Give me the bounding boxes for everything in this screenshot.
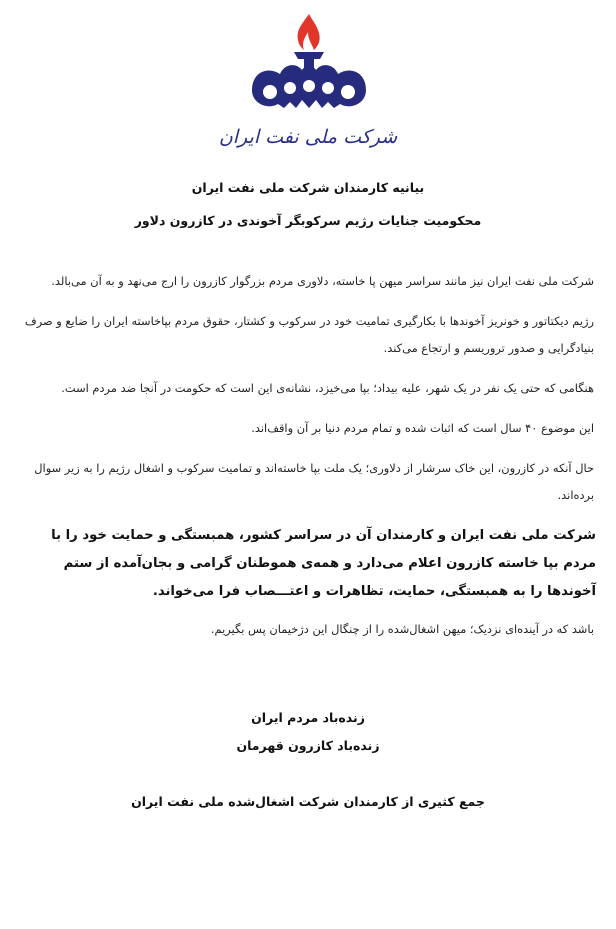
slogan-2: زنده‌باد کازرون قهرمان: [236, 738, 380, 753]
paragraph: شرکت ملی نفت ایران نیز مانند سراسر میهن پا خاسته، دلاوری مردم بزرگوار کازرون را ارج می‌نهد و به آن می‌بالد.: [51, 274, 594, 288]
solidarity-paragraph: شرکت ملی نفت ایران و کارمندان آن در سراسر کشور، همبستگی و حمایت خود را با مردم بپا خاسته کازرون اعلام می‌دارد و همه‌ی هموطنان گرامی و بجان‌آمده از ستم آخوندها را به همبستگی، حمایت، تظاهرات و اعتـــصاب فرا می‌خواند.: [51, 528, 596, 599]
nioc-logo: [244, 12, 374, 116]
signature: جمع کثیری از کارمندان شرکت اشغال‌شده ملی نفت ایران: [131, 794, 485, 809]
body-text: [22, 268, 594, 522]
statement-title: بیانیه کارمندان شرکت ملی نفت ایران: [191, 180, 425, 195]
paragraph: این موضوع ۴۰ سال است که اثبات شده و تمام مردم دنیا بر آن واقف‌اند.: [251, 421, 594, 435]
flame-icon: [298, 14, 320, 50]
paragraph: هنگامی که حتی یک نفر در یک شهر، علیه بیداد؛ بپا می‌خیزد، نشانه‌ی این است که حکومت در آنجا ضد مردم است.: [61, 381, 594, 395]
statement-subtitle: محکومیت جنایات رژیم سرکوبگر آخوندی در کازرون دلاور: [134, 213, 482, 228]
logo-caption: شرکت ملی نفت ایران: [218, 126, 398, 148]
paragraph: رژیم دیکتاتور و خونریز آخوندها با بکارگیری تمامیت خود در سرکوب و کشتار، حقوق مردم بپاخاسته ایران را ضایع و صرف بنیادگرایی و صدور تروریسم و ارتجاع می‌کند.: [24, 314, 594, 355]
slogan-1: زنده‌باد مردم ایران: [251, 710, 365, 725]
paragraph: حال آنکه در کازرون، این خاک سرشار از دلاوری؛ یک ملت بپا خاسته‌اند و تمامیت سرکوب و اشغال رژیم را به زیر سوال برده‌اند.: [34, 461, 594, 502]
closing-line: باشد که در آینده‌ای نزدیک؛ میهن اشغال‌شده را از چنگال این دژخیمان پس بگیریم.: [210, 622, 594, 636]
